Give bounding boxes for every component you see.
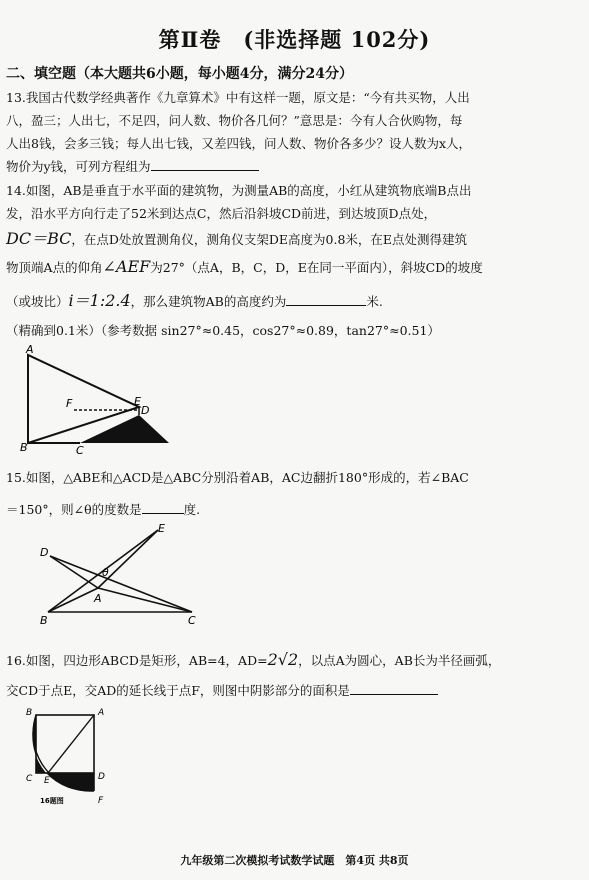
label-e: E (134, 395, 141, 408)
q14-slope: i＝1:2.4 (68, 291, 131, 310)
q14-text-5a: （或坡比） (6, 294, 69, 309)
q13-line-2: 八，盈三；人出七，不足四，问人数、物价各几何？”意思是：今有人合伙购物，每 (6, 113, 463, 128)
q15-text-2b: 度. (183, 502, 201, 517)
q16-line-2 (6, 681, 438, 699)
q15-line-1: 15.如图，△ABE和△ACD是△ABC分别沿着AB，AC边翻折180°形成的，若∠BAC (6, 470, 469, 485)
q15-text-2a: ＝150°，则∠θ的度数是 (6, 502, 142, 517)
label-f: F (66, 397, 73, 410)
label-c: C (76, 444, 84, 457)
q14-text-5d: 米. (366, 294, 383, 309)
q16-text-1a: 16.如图，四边形ABCD是矩形，AB=4，AD= (6, 653, 268, 668)
q13-line-4 (6, 157, 259, 175)
q13-answer-blank[interactable] (151, 158, 259, 171)
q14-line-3 (6, 226, 467, 249)
label-a: A (98, 708, 105, 718)
q14-answer-blank[interactable] (286, 293, 366, 306)
q14-text-3: ，在点D处放置测角仪，测角仪支架DE高度为0.8米，在E点处测得建筑 (71, 232, 468, 247)
label-b: B (40, 614, 48, 627)
q16-text-2: 交CD于点E，交AD的延长线于点F，则图中阴影部分的面积是 (6, 683, 350, 698)
q14-line-2: 发，沿水平方向行走了52米到达点C，然后沿斜坡CD前进，到达坡顶D点处， (6, 206, 437, 221)
q15-line-2 (6, 500, 200, 518)
q16-figure (22, 705, 114, 813)
q16-text-1c: ，以点A为圆心，AB长为半径画弧， (298, 653, 501, 668)
q15-figure (30, 518, 205, 628)
q14-figure (14, 345, 179, 457)
label-b: B (26, 708, 33, 718)
q14-dc-bc: DC＝BC (6, 229, 72, 248)
figure-caption: 16题图 (40, 797, 64, 805)
label-a: A (94, 592, 102, 605)
page-title: 第Ⅱ卷 (非选择题 102分) (158, 27, 431, 52)
label-a: A (26, 345, 34, 356)
label-c: C (26, 774, 33, 784)
label-c: C (188, 614, 196, 627)
section-heading: 二、填空题（本大题共6小题，每小题4分，满分24分） (6, 66, 353, 82)
q14-angle: ∠AEF (102, 257, 151, 276)
label-e: E (158, 522, 165, 535)
q14-line-5 (6, 288, 383, 311)
q15-answer-blank[interactable] (142, 501, 184, 514)
q16-answer-blank[interactable] (350, 682, 438, 695)
q13-line-3: 人出8钱，会多三钱；每人出七钱，又差四钱，问人数、物价各多少？设人数为x人， (6, 136, 472, 151)
label-theta: θ (102, 566, 109, 579)
shaded-region-bottom (46, 773, 94, 791)
label-d: D (40, 546, 49, 559)
q13-text: 物价为y钱，可列方程组为 (6, 159, 151, 174)
label-b: B (20, 441, 28, 454)
q14-line-6: （精确到0.1米）（参考数据 sin27°≈0.45，cos27°≈0.89，tan27°≈0.51） (6, 323, 440, 338)
q14-text-4c: 为27°（点A，B，C，D，E在同一平面内），斜坡CD的坡度 (150, 260, 483, 275)
label-d: D (141, 404, 150, 417)
q14-text-4a: 物顶端A点的仰角 (6, 260, 103, 275)
q16-ad-value: 2√2 (267, 650, 299, 669)
q14-text-5c: ，那么建筑物AB的高度约为 (130, 294, 287, 309)
q14-line-4 (6, 257, 483, 276)
q14-line-1: 14.如图，AB是垂直于水平面的建筑物，为测量AB的高度，小红从建筑物底端B点出 (6, 183, 472, 198)
q13-line-1: 13.我国古代数学经典著作《九章算术》中有这样一题，原文是：“今有共买物，人出 (6, 90, 470, 105)
q16-line-1 (6, 650, 500, 669)
label-f: F (98, 796, 104, 806)
label-e: E (44, 776, 50, 786)
label-d: D (98, 772, 105, 782)
page-footer: 九年级第二次模拟考试数学试题 第4页 共8页 (180, 854, 409, 867)
